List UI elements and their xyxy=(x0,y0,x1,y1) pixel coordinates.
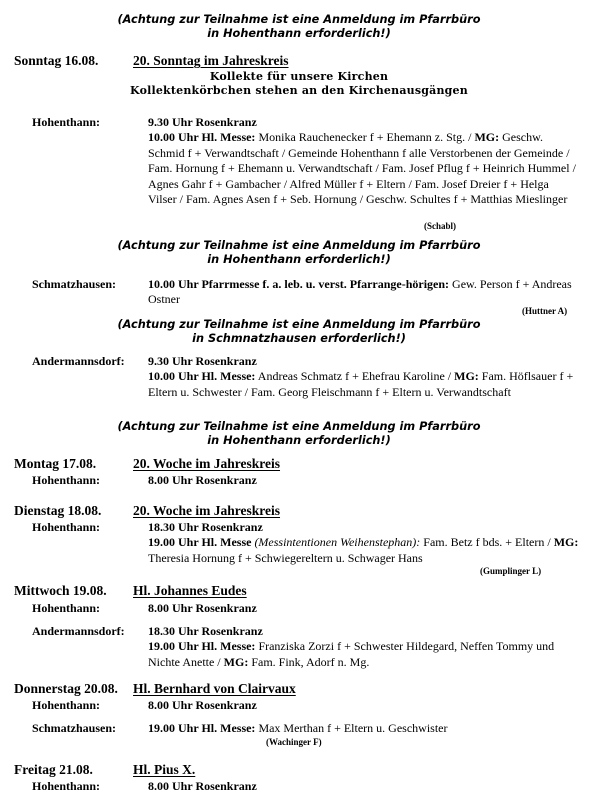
mass-intentions: Andreas Schmatz f + Ehefrau Karoline / xyxy=(255,369,455,384)
day-date: Montag 17.08. xyxy=(14,456,97,471)
rosary-time: 18.30 Uhr Rosenkranz xyxy=(148,624,263,638)
mg-label: MG: xyxy=(474,130,500,145)
mass-intentions: Geschw. Schmid f + Verwandtschaft / Gemeinde Hohenthann f alle Verstorbenen der Gemeinde / Fam. Hornung f + Ehemann u. Verwandtschaft / Fam. Josef Pflug f + Heinrich Hummel / Agnes Gahr f + Gambacher / Alfred Müller f + Eltern / Fam. Josef Dreier f + Helga Vilser / Fam. Agnes Asen f + Seb. Hornung / Geschw. Schultes f + Matthias Mieslinger xyxy=(148,130,576,207)
service-entry xyxy=(148,779,580,794)
day-heading-wednesday xyxy=(14,583,247,598)
signature: (Schabl) xyxy=(424,221,457,231)
mass-label: 10.00 Uhr Hl. Messe: xyxy=(148,369,256,384)
mass-label: 19.00 Uhr Hl. Messe: xyxy=(148,639,256,654)
day-title: 20. Woche im Jahreskreis xyxy=(133,456,281,471)
registration-notice: (Achtung zur Teilnahme ist eine Anmeldung im Pfarrbüro in Schmnatzhausen erforderlich!) xyxy=(117,318,481,345)
mass-intentions: Theresia Hornung f + Schwiegereltern u. Schwager Hans xyxy=(148,550,423,565)
mass-label: 10.00 Uhr Pfarrmesse f. a. leb. u. verst. Pfarrange-hörigen: xyxy=(148,277,450,291)
mass-intentions: Franziska Zorzi f + Schwester Hildegard, Neffen Tommy und Nichte Anette / xyxy=(148,639,555,669)
place-label: Andermannsdorf: xyxy=(32,354,125,368)
day-title: 20. Sonntag im Jahreskreis xyxy=(133,53,289,68)
service-entry xyxy=(148,354,580,400)
day-title: Hl. Pius X. xyxy=(133,762,196,777)
day-date: Donnerstag 20.08. xyxy=(14,681,118,696)
place-label: Hohenthann: xyxy=(32,473,101,487)
mass-intentions: Fam. Betz f bds. + Eltern / xyxy=(420,535,554,550)
mg-label: MG: xyxy=(454,369,479,384)
rosary-time: 9.30 Uhr Rosenkranz xyxy=(148,354,257,368)
mass-intentions: Monika Rauchenecker f + Ehemann z. Stg. / xyxy=(255,130,475,145)
mass-intentions: Max Merthan f + Eltern u. Geschwister xyxy=(255,721,448,735)
mass-label: 10.00 Uhr Hl. Messe: xyxy=(148,130,256,145)
mass-intentions: Fam. Fink, Adorf n. Mg. xyxy=(248,654,370,669)
day-title: Hl. Bernhard von Clairvaux xyxy=(133,681,296,696)
service-entry xyxy=(148,601,580,616)
service-entry xyxy=(148,698,580,713)
day-heading-monday xyxy=(14,456,280,471)
day-date: Mittwoch 19.08. xyxy=(14,583,107,598)
mass-label: 19.00 Uhr Hl. Messe: xyxy=(148,721,256,735)
service-entry xyxy=(148,721,580,736)
registration-notice: (Achtung zur Teilnahme ist eine Anmeldung im Pfarrbüro in Hohenthann erforderlich!) xyxy=(117,13,481,40)
rosary-time: 8.00 Uhr Rosenkranz xyxy=(148,779,257,793)
rosary-time: 8.00 Uhr Rosenkranz xyxy=(148,473,257,487)
mass-intentions: Gew. Person f + Andreas Ostner xyxy=(148,277,572,307)
place-label: Schmatzhausen: xyxy=(32,721,117,735)
service-entry xyxy=(148,624,580,670)
signature: (Wachinger F) xyxy=(266,737,322,747)
place-label: Hohenthann: xyxy=(32,115,101,129)
day-date: Dienstag 18.08. xyxy=(14,503,102,518)
service-entry xyxy=(148,473,580,488)
day-heading-sunday xyxy=(14,53,289,68)
rosary-time: 18.30 Uhr Rosenkranz xyxy=(148,520,263,534)
signature: (Huttner A) xyxy=(522,306,568,316)
mass-intentions: Fam. Höflsauer f + Eltern u. Schwester / Fam. Georg Fleischmann f + Eltern u. Verwandtschaft xyxy=(148,369,574,399)
service-entry xyxy=(148,115,580,207)
day-date: Sonntag 16.08. xyxy=(14,53,99,68)
day-title: Hl. Johannes Eudes xyxy=(133,583,247,598)
place-label: Hohenthann: xyxy=(32,698,101,712)
day-title: 20. Woche im Jahreskreis xyxy=(133,503,281,518)
day-heading-tuesday xyxy=(14,503,280,518)
mg-label: MG: xyxy=(553,535,579,550)
place-label: Schmatzhausen: xyxy=(32,277,117,291)
collection-line: Kollekte für unsere Kirchen xyxy=(209,70,389,83)
place-label: Andermannsdorf: xyxy=(32,624,125,638)
registration-notice: (Achtung zur Teilnahme ist eine Anmeldung im Pfarrbüro in Hohenthann erforderlich!) xyxy=(117,239,481,266)
place-label: Hohenthann: xyxy=(32,779,101,793)
place-label: Hohenthann: xyxy=(32,601,101,615)
rosary-time: 9.30 Uhr Rosenkranz xyxy=(148,115,257,129)
rosary-time: 8.00 Uhr Rosenkranz xyxy=(148,601,257,615)
mg-label: MG: xyxy=(223,654,249,669)
rosary-time: 8.00 Uhr Rosenkranz xyxy=(148,698,257,712)
mass-label: 19.00 Uhr Hl. Messe xyxy=(148,535,252,550)
day-date: Freitag 21.08. xyxy=(14,762,93,777)
day-heading-friday xyxy=(14,762,195,777)
place-label: Hohenthann: xyxy=(32,520,101,534)
day-heading-thursday xyxy=(14,681,296,696)
signature: (Gumplinger L) xyxy=(480,566,542,576)
collection-line: Kollektenkörbchen stehen an den Kirchenausgängen xyxy=(130,84,468,97)
service-entry xyxy=(148,277,580,308)
mass-note: (Messintentionen Weihenstephan): xyxy=(251,535,421,550)
registration-notice: (Achtung zur Teilnahme ist eine Anmeldung im Pfarrbüro in Hohenthann erforderlich!) xyxy=(117,420,481,447)
service-entry xyxy=(148,520,580,566)
